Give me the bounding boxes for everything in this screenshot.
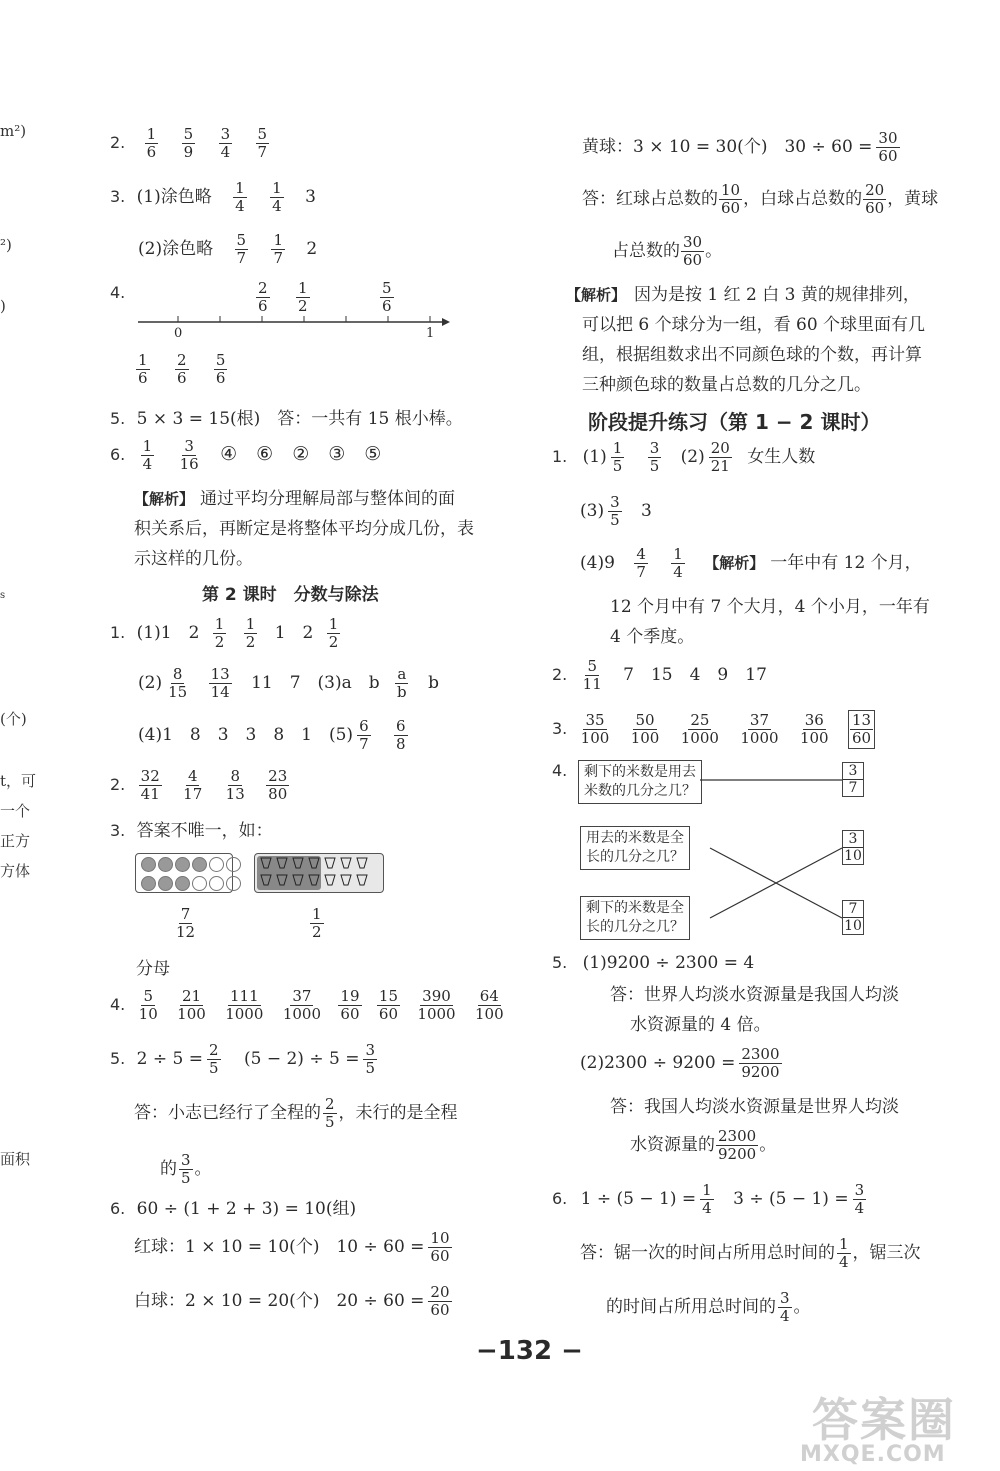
practice-5: 5. (1)9200 ÷ 2300 = 4 <box>552 953 755 973</box>
analysis-line: 可以把 6 个球分为一组，看 60 个球里面有几 <box>582 315 926 335</box>
practice-1-row-3: (4)9 $\frac{4}{7}$ $\frac{1}{4}$ 【解析】 一年中有 12 个月， <box>580 545 922 581</box>
section-question-2: 2. $\frac{32}{41}$ $\frac{4}{17}$ $\frac{8}{13}$ $\frac{23}{80}$ <box>110 767 288 803</box>
p6-answer-2: 的时间占所用总时间的 $\frac{3}{4}$ 。 <box>606 1289 811 1325</box>
edge-text: 一个 <box>0 802 31 820</box>
edge-text: m²) <box>0 122 27 140</box>
edge-text: (个) <box>0 710 27 728</box>
p5-equation-2: (2)2300 ÷ 9200 = $\frac{2300}{9200}$ <box>580 1045 780 1081</box>
yellow-ball-line: 黄球：3 × 10 = 30(个) 30 ÷ 60 = $\frac{30}{60}$ <box>582 129 898 165</box>
edge-text: s <box>0 590 6 601</box>
p5-answer-3: 答：我国人均淡水资源量是世界人均淡 <box>610 1097 899 1117</box>
section-question-1-row-3: (4)1 8 3 3 8 1 (5) $\frac{6}{7}$ $\frac{6}{8}$ <box>138 717 406 753</box>
stage-heading: 阶段提升练习（第 1 − 2 课时） <box>588 410 881 434</box>
question-3-line-2: (2)涂色略 $\frac{5}{7}$ $\frac{1}{7}$ 2 <box>138 231 318 267</box>
right-answer-line-1: 答：红球占总数的 $\frac{10}{60}$ ，白球占总数的 $\frac{20}{60}$ ，黄球 <box>582 181 939 217</box>
analysis-line: 示这样的几份。 <box>134 549 253 569</box>
section-question-5: 5. 2 ÷ 5 = $\frac{2}{5}$ (5 − 2) ÷ 5 = $\frac{3}{5}$ <box>110 1041 375 1077</box>
white-ball-line: 白球：2 × 10 = 20(个) 20 ÷ 60 = $\frac{20}{60}$ <box>134 1283 450 1319</box>
s3-fraction-1: $\frac{7}{12}$ <box>176 905 196 941</box>
fraction: $\frac{1}{4}$ <box>272 179 282 215</box>
question-4-number: 4. <box>110 283 126 302</box>
question-5: 5. 5 × 3 = 15(根) 答：一共有 15 根小棒。 <box>110 409 463 429</box>
match-fraction-3: 7 10 <box>842 900 864 935</box>
match-fraction-2: 3 10 <box>842 830 864 865</box>
red-ball-line: 红球：1 × 10 = 10(个) 10 ÷ 60 = $\frac{10}{60}$ <box>134 1229 450 1265</box>
watermark-logo: 答案圈 <box>812 1393 956 1447</box>
question-6: 6. $\frac{1}{4}$ $\frac{3}{16}$ ④ ⑥ ② ③ ⑤ <box>110 437 382 473</box>
match-box-3: 剩下的米数是全 长的几分之几？ <box>580 896 690 940</box>
s5-answer-line-2: 的 $\frac{3}{5}$ 。 <box>160 1151 212 1187</box>
s3-fraction-2: $\frac{1}{2}$ <box>312 905 322 941</box>
shuttlecock-box <box>254 853 384 893</box>
edge-text: ) <box>0 297 6 315</box>
p5-answer-2: 水资源量的 4 倍。 <box>630 1015 771 1035</box>
edge-text: 面积 <box>0 1150 31 1168</box>
section-question-6: 6. 60 ÷ (1 + 2 + 3) = 10(组) <box>110 1199 357 1219</box>
edge-text: t，可 <box>0 772 37 790</box>
page-number: −132 − <box>476 1336 583 1366</box>
section-question-4: 4. $\frac{5}{10}$ $\frac{21}{100}$ $\frac{111}{1000}$ $\frac{37}{1000}$ $\frac{19}{60}$ $\frac{15}{60}$ $\frac{390}{1000}$ $\frac{64}{100}$ <box>110 987 504 1023</box>
match-box-1: 剩下的米数是用去 米数的几分之几？ <box>578 760 702 804</box>
practice-4-number: 4. <box>552 761 568 780</box>
analysis-line: 【解析】 因为是按 1 红 2 白 3 黄的规律排列， <box>566 285 920 305</box>
practice-1-row-1: 1. (1) $\frac{1}{5}$ $\frac{3}{5}$ (2) $\frac{20}{21}$ 女生人数 <box>552 439 816 475</box>
match-fraction-1: 3 7 <box>842 762 864 797</box>
practice-6: 6. 1 ÷ (5 − 1) = $\frac{1}{4}$ 3 ÷ (5 − 1) = $\frac{3}{4}$ <box>552 1181 865 1217</box>
p6-answer-1: 答：锯一次的时间占所用总时间的 $\frac{1}{4}$ ，锯三次 <box>580 1235 921 1271</box>
edge-text: 正方 <box>0 832 31 850</box>
fraction: $\frac{3}{4}$ <box>220 125 231 161</box>
question-4-answers: $\frac{1}{6}$ $\frac{2}{6}$ $\frac{5}{6}$ <box>138 351 226 387</box>
s5-answer-line-1: 答：小志已经行了全程的 $\frac{2}{5}$ ，未行的是全程 <box>134 1095 458 1131</box>
p5-answer-4: 水资源量的 $\frac{2300}{9200}$ 。 <box>630 1127 777 1163</box>
edge-text: ²) <box>0 236 12 254</box>
s3-note: 分母 <box>136 959 170 979</box>
fraction: $\frac{1}{7}$ <box>273 231 283 267</box>
practice-1-row-2: (3) $\frac{3}{5}$ 3 <box>580 493 652 529</box>
shuttlecock-icons <box>259 856 381 892</box>
right-answer-line-2: 占总数的 $\frac{30}{60}$ 。 <box>612 233 723 269</box>
fraction: $\frac{5}{9}$ <box>183 125 194 161</box>
section-question-1-row-1: 1. (1)1 2 $\frac{1}{2}$ $\frac{1}{2}$ 1 2 $\frac{1}{2}$ <box>110 615 339 651</box>
practice-2: 2. $\frac{5}{11}$ 7 15 4 9 17 <box>552 657 767 693</box>
fraction: $\frac{5}{7}$ <box>257 125 268 161</box>
section-question-3: 3. 答案不唯一，如： <box>110 821 273 841</box>
edge-text: 方体 <box>0 862 31 880</box>
ball-box <box>135 853 233 893</box>
analysis-line: 组，根据组数求出不同颜色球的个数，再计算 <box>582 345 922 365</box>
matching-lines <box>700 760 850 940</box>
question-3-line-1: 3. (1)涂色略 $\frac{1}{4}$ $\frac{1}{4}$ 3 <box>110 179 316 215</box>
practice-1-row-5: 4 个季度。 <box>610 627 695 647</box>
number-line <box>136 312 452 332</box>
number-line-label: $\frac{5}{6}$ <box>382 279 392 315</box>
number-line-zero: 0 <box>174 326 183 341</box>
analysis-line: 三种颜色球的数量占总数的几分之几。 <box>582 375 871 395</box>
number-line-label: $\frac{2}{6}$ <box>258 279 268 315</box>
section-title: 第 2 课时 分数与除法 <box>202 585 379 605</box>
match-box-2: 用去的米数是全 长的几分之几？ <box>580 826 690 870</box>
watermark-url: MXQE.COM <box>800 1442 946 1467</box>
practice-3: 3. $\frac{35}{100}$ $\frac{50}{100}$ $\frac{25}{1000}$ $\frac{37}{1000}$ $\frac{36}{100}$ $\frac{13}{60}$ <box>552 710 879 749</box>
fraction: $\frac{1}{6}$ <box>146 125 157 161</box>
p5-answer-1: 答：世界人均淡水资源量是我国人均淡 <box>610 985 899 1005</box>
practice-1-row-4: 12 个月中有 7 个大月，4 个小月，一年有 <box>610 597 930 617</box>
fraction: $\frac{1}{4}$ <box>235 179 245 215</box>
number-line-label: $\frac{1}{2}$ <box>298 279 308 315</box>
fraction: $\frac{5}{7}$ <box>236 231 247 267</box>
analysis-line: 【解析】 通过平均分理解局部与整体间的面 <box>134 489 456 509</box>
analysis-line: 积关系后，再断定是将整体平均分成几份，表 <box>134 519 474 539</box>
number-line-one: 1 <box>426 326 435 341</box>
question-2: 2. $\frac{1}{6}$ $\frac{5}{9}$ $\frac{3}{4}$ $\frac{5}{7}$ <box>110 125 268 161</box>
section-question-1-row-2: (2) $\frac{8}{15}$ $\frac{13}{14}$ 11 7 (3)a b $\frac{a}{b}$ b <box>138 665 439 701</box>
